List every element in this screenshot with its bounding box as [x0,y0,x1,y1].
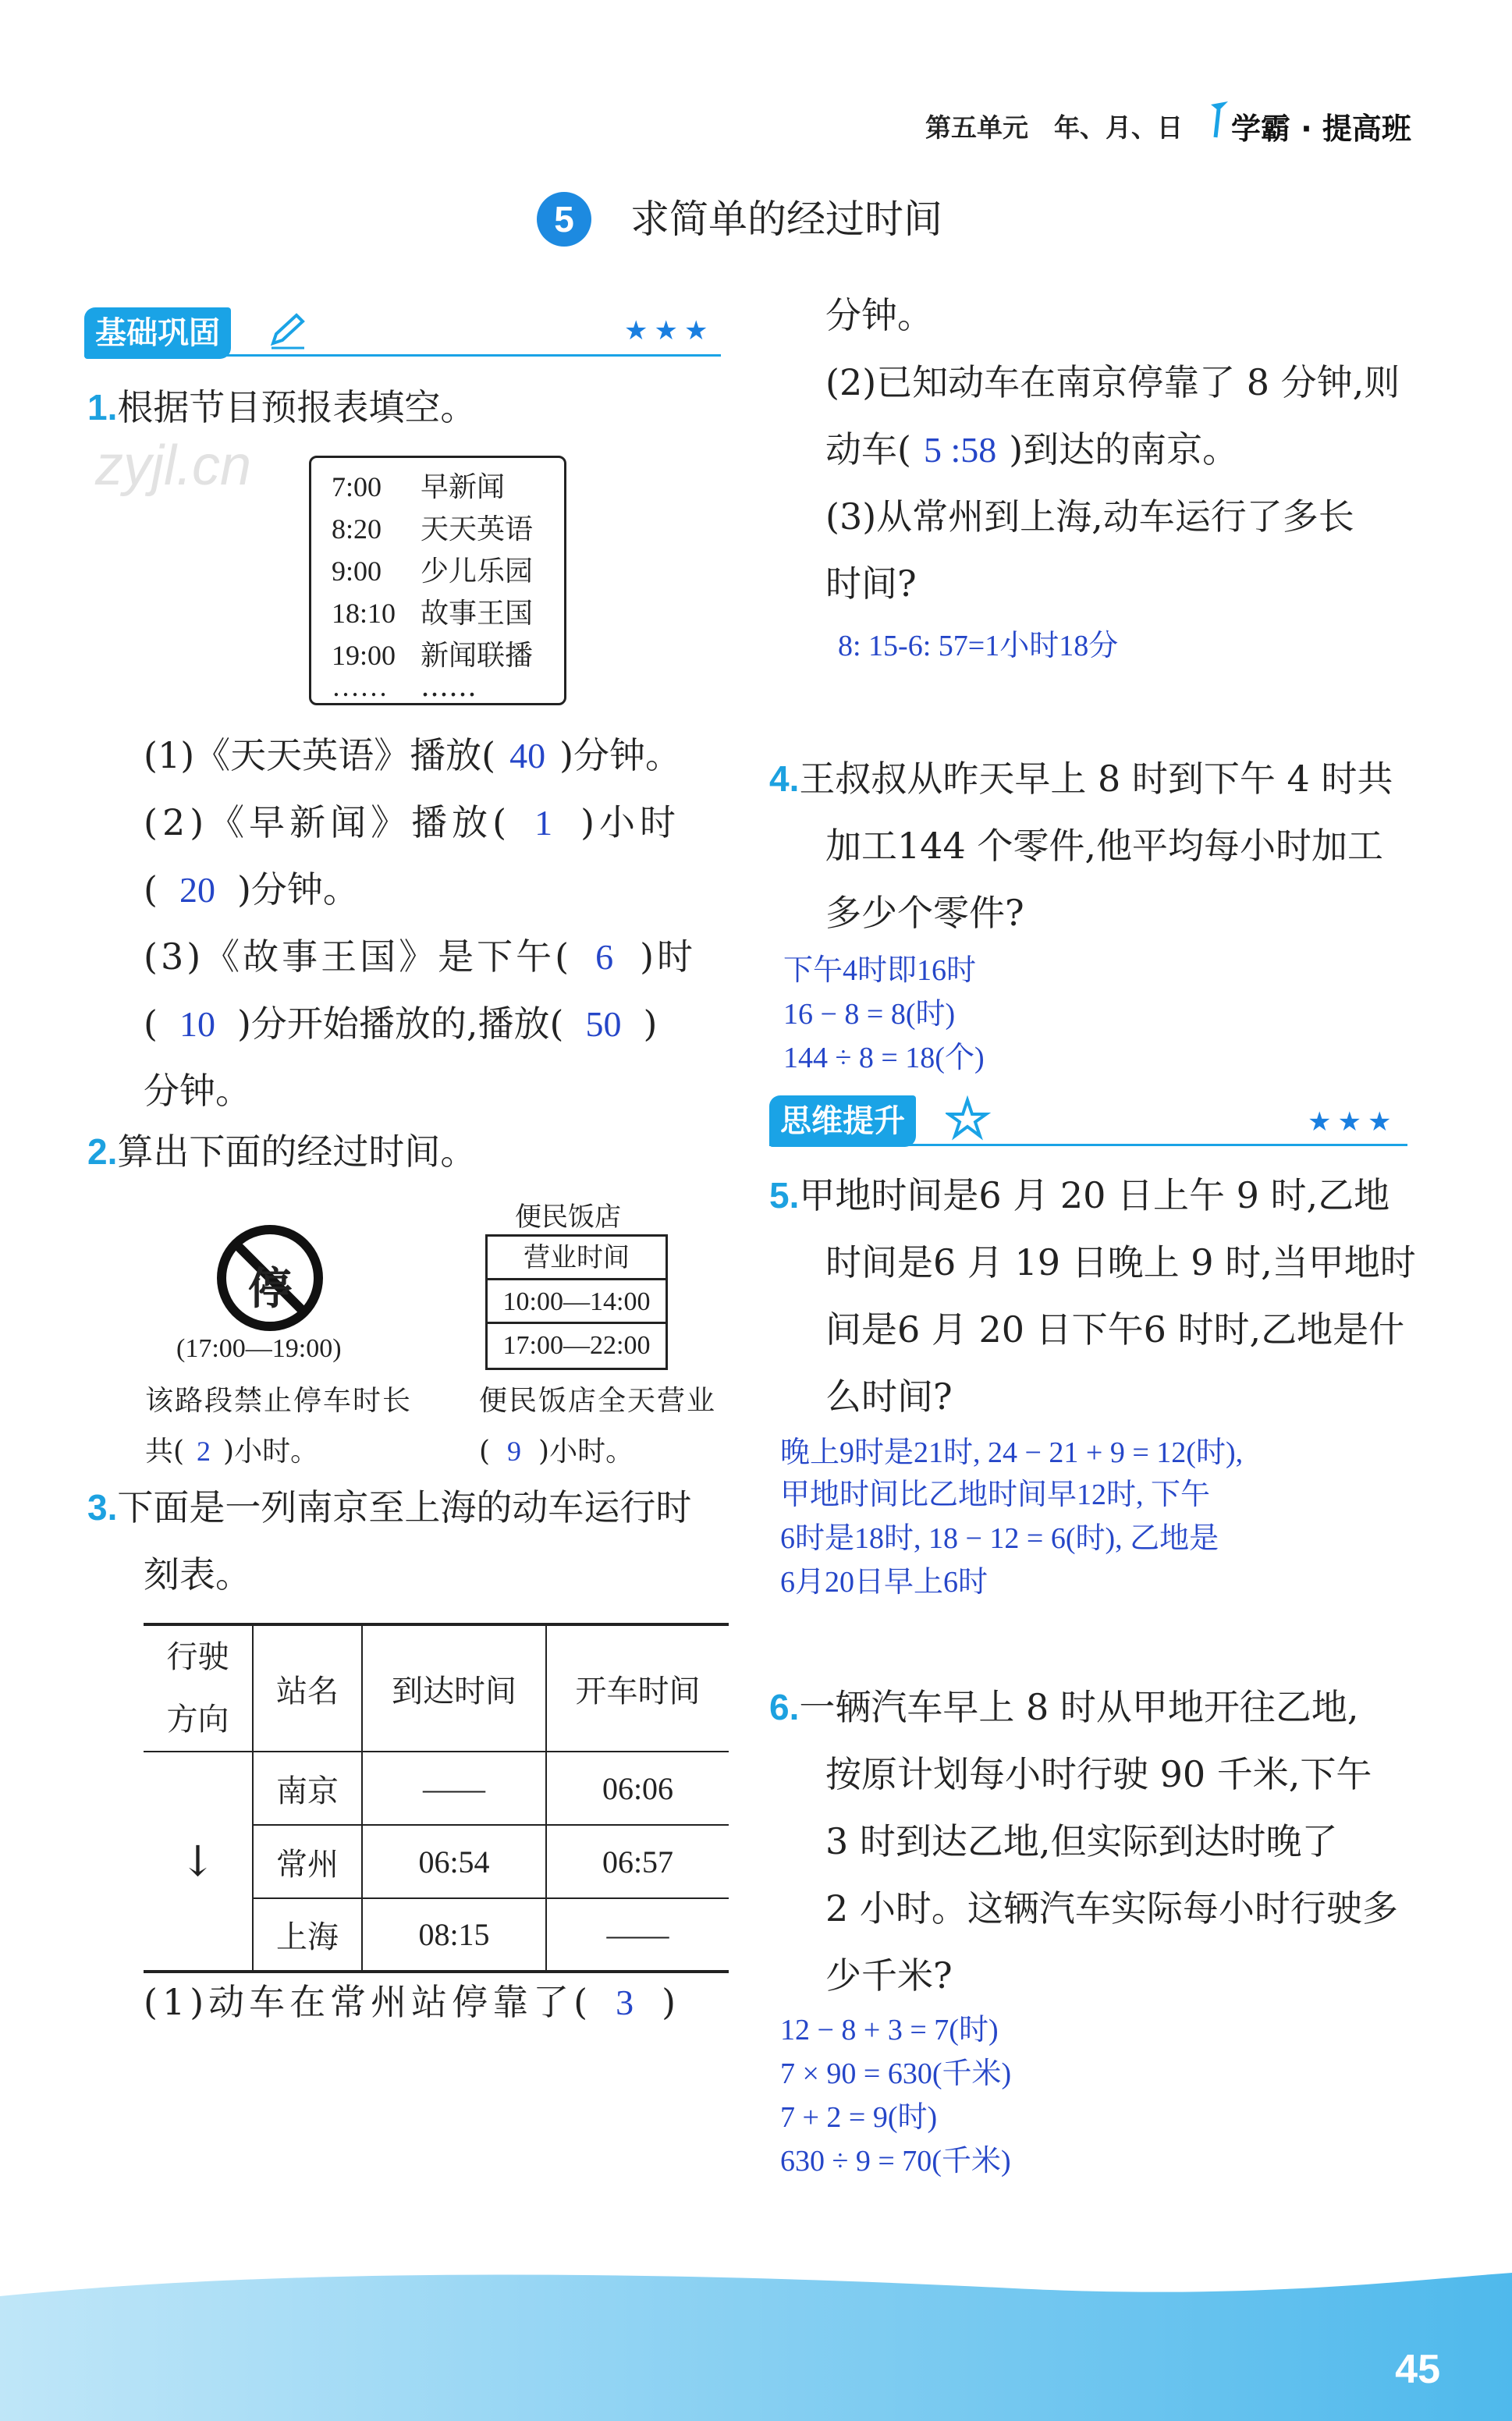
arrive-cell: 06:54 [362,1825,546,1898]
brand-logo-icon [1208,98,1231,142]
q2-right-answer-line: ( 9 )小时。 [479,1436,634,1468]
header-station: 站名 [253,1624,362,1752]
depart-cell: —— [546,1898,729,1972]
q3-part1-cont: 分钟。 [825,294,933,336]
shop-hours-row: 10:00—14:00 [488,1280,665,1324]
q1-prompt: 1.根据节目预报表填空。 [87,386,477,428]
sign-character: 停 [248,1264,292,1315]
station-cell: 上海 [253,1898,362,1972]
table-row [144,1752,729,1825]
q6-prompt-line: 3 时到达乙地,但实际到达时晚了 [825,1820,1338,1862]
footer-wave-decoration [0,2265,1512,2421]
lesson-number-badge: 5 [537,192,591,247]
q1-part2: (2)《早新闻》播放( 1 )小时 [144,801,681,843]
q5-prompt-line: 么时间? [825,1376,953,1418]
q6-prompt-line: 少千米? [825,1954,953,1997]
pencil-icon [265,309,309,353]
q3-part2: (2)已知动车在南京停靠了 8 分钟,则 [825,361,1400,403]
q4-answer-line: 下午4时即16时 [783,954,977,987]
q4-prompt-line: 加工144 个零件,他平均每小时加工 [825,825,1384,867]
shop-hours-title: 营业时间 [488,1237,665,1280]
q5-prompt-line: 间是6 月 20 日下午6 时时,乙地是什 [825,1308,1405,1351]
q4-prompt: 4.王叔叔从昨天早上 8 时到下午 4 时共 [769,758,1393,800]
direction-arrow: ↓ [144,1752,253,1972]
lesson-title: 求简单的经过时间 [630,197,942,242]
sparkle-icon [946,1095,992,1142]
header-arrive: 到达时间 [362,1624,546,1752]
timetable-header [144,1624,729,1752]
depart-cell: 06:57 [546,1825,729,1898]
difficulty-stars-basic: ★★★ [624,315,715,346]
schedule-row: 18:10 故事王国 [332,598,534,630]
q1-part3-end: 分钟。 [144,1070,251,1112]
schedule-row: 9:00 少儿乐园 [332,556,534,588]
q3-part3: (3)从常州到上海,动车运行了多长 [825,495,1354,538]
station-cell: 南京 [253,1752,362,1825]
q6-answer-line: 12 − 8 + 3 = 7(时) [780,2014,999,2046]
q6-prompt: 6.一辆汽车早上 8 时从甲地开往乙地, [769,1686,1359,1728]
arrive-cell: 08:15 [362,1898,546,1972]
q1-part3-cont: ( 10 )分开始播放的,播放( 50 ) [144,1003,658,1045]
page-number: 45 [1395,2347,1440,2392]
q1-part1: (1)《天天英语》播放( 40 )分钟。 [144,734,682,776]
schedule-row: 8:20 天天英语 [332,513,534,545]
q6-answer-line: 7 + 2 = 9(时) [780,2101,938,2134]
q2-right-text: 便民饭店全天营业 [479,1385,717,1417]
q5-answer-line: 晚上9时是21时, 24 − 21 + 9 = 12(时), [780,1436,1244,1469]
q5-answer-line: 6月20日早上6时 [780,1566,988,1599]
depart-cell: 06:06 [546,1752,729,1825]
arrive-cell: —— [362,1752,546,1825]
program-schedule [309,456,566,705]
train-timetable [144,1623,729,1973]
section-rule-thinking [769,1144,1407,1146]
q6-answer-line: 630 ÷ 9 = 70(千米) [780,2145,1011,2178]
shop-name: 便民饭店 [515,1202,621,1233]
q6-answer-line: 7 × 90 = 630(千米) [780,2057,1012,2090]
schedule-row: 19:00 新闻联播 [332,640,534,672]
q3-prompt: 3.下面是一列南京至上海的动车运行时 [87,1486,692,1528]
sign-time: (17:00—19:00) [176,1334,342,1363]
unit-label: 第五单元 年、月、日 [925,112,1183,143]
q4-prompt-line: 多少个零件? [825,892,1024,934]
watermark: zyjl.cn [95,435,252,497]
section-tab-thinking: 思维提升 [769,1095,916,1147]
station-cell: 常州 [253,1825,362,1898]
no-parking-icon [215,1223,325,1333]
q3-part3-cont: 时间? [825,563,917,605]
schedule-row: 7:00 早新闻 [332,471,506,503]
brand-name: 学霸 · 提高班 [1231,112,1411,146]
section-tab-basic: 基础巩固 [84,307,231,359]
q3-part1: (1)动车在常州站停靠了( 3 ) [144,1981,681,2023]
schedule-row: …… …… [332,671,477,703]
q3-prompt-cont: 刻表。 [144,1553,251,1596]
q2-left-answer-line: 共( 2 )小时。 [145,1436,319,1468]
q5-answer-line: 甲地时间比乙地时间早12时, 下午 [780,1479,1211,1511]
shop-hours-box [485,1234,668,1370]
q1-part3: (3)《故事王国》是下午( 6 )时 [144,935,697,978]
q4-answer-line: 16 − 8 = 8(时) [783,998,956,1031]
difficulty-stars-thinking: ★★★ [1308,1106,1398,1138]
q2-prompt: 2.算出下面的经过时间。 [87,1131,477,1173]
q5-prompt-line: 时间是6 月 19 日晚上 9 时,当甲地时 [825,1241,1416,1283]
header-direction: 行驶 方向 [144,1624,253,1752]
q6-prompt-line: 2 小时。这辆汽车实际每小时行驶多 [825,1887,1398,1929]
q5-prompt: 5.甲地时间是6 月 20 日上午 9 时,乙地 [769,1174,1390,1216]
q3-part2-cont: 动车( 5 :58 )到达的南京。 [825,428,1239,470]
q3-part3-answer: 8: 15-6: 57=1小时18分 [838,630,1119,662]
q1-part2-cont: ( 20 )分钟。 [144,868,359,911]
section-rule-basic [84,354,721,357]
q6-prompt-line: 按原计划每小时行驶 90 千米,下午 [825,1753,1372,1795]
q2-left-text: 该路段禁止停车时长 [145,1385,413,1417]
shop-hours-row: 17:00—22:00 [502,1331,651,1360]
header-depart: 开车时间 [546,1624,729,1752]
q5-answer-line: 6时是18时, 18 − 12 = 6(时), 乙地是 [780,1522,1219,1555]
q4-answer-line: 144 ÷ 8 = 18(个) [783,1042,985,1074]
